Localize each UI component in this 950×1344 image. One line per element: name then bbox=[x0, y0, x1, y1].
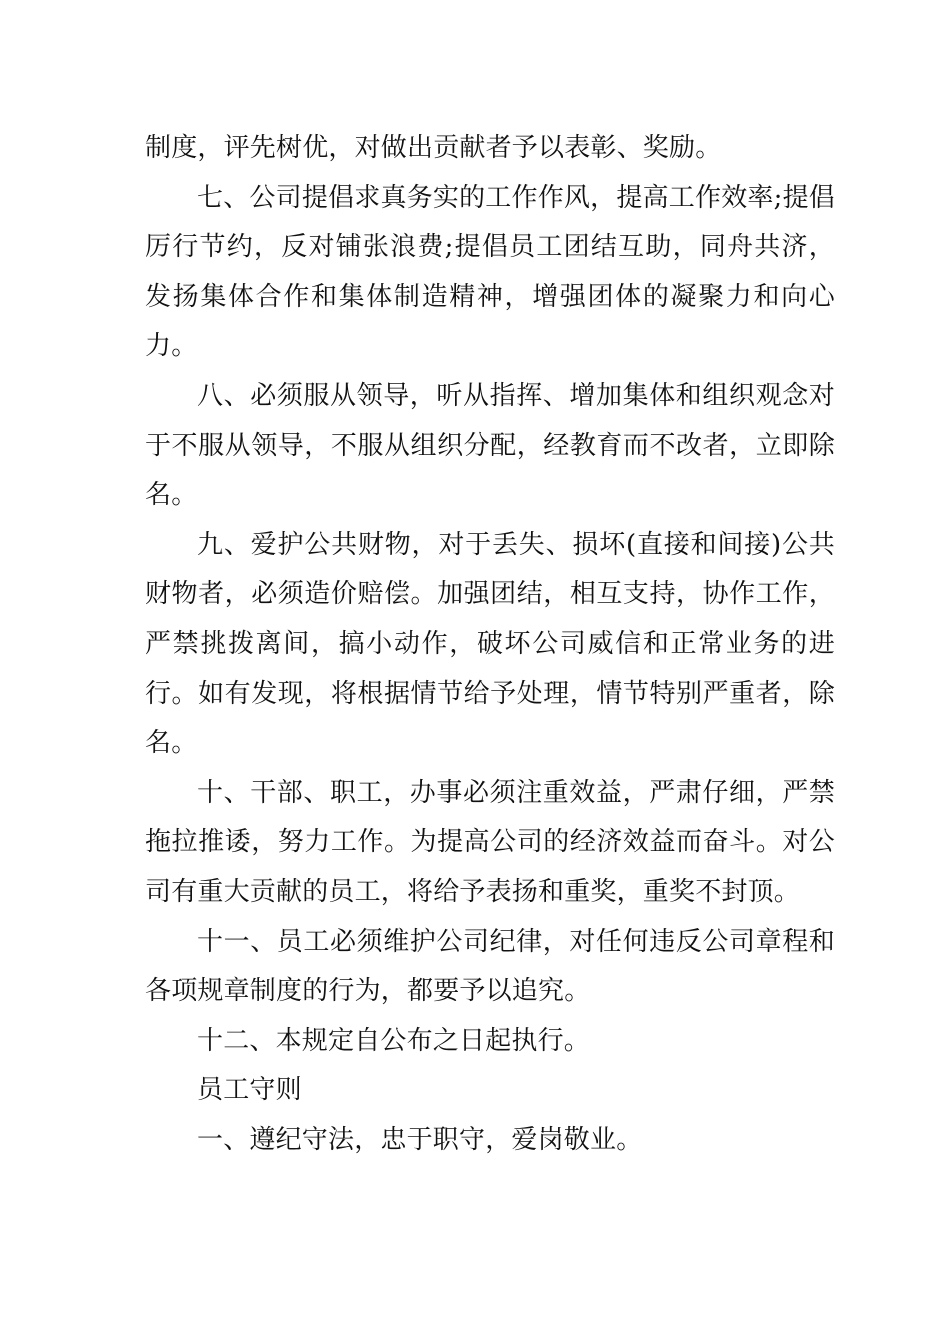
section-heading-employee-code: 员工守则 bbox=[197, 1075, 302, 1106]
paragraph-article-12: 十二、本规定自公布之日起执行。 bbox=[197, 1025, 591, 1056]
paragraph-code-1: 一、遵纪守法，忠于职守，爱岗敬业。 bbox=[197, 1124, 643, 1155]
paragraph-article-8: 八、必须服从领导，听从指挥、增加集体和组织观念对于不服从领导，不服从组织分配，经教育而不改者，立即除名。 bbox=[145, 380, 835, 511]
paragraph-continuation: 制度，评先树优，对做出贡献者予以表彰、奖励。 bbox=[145, 133, 722, 163]
document-body bbox=[145, 124, 835, 1165]
paragraph-article-7: 七、公司提倡求真务实的工作作风，提高工作效率;提倡厉行节约，反对铺张浪费;提倡员工团结互助，同舟共济，发扬集体合作和集体制造精神，增强团体的凝聚力和向心力。 bbox=[145, 182, 835, 362]
paragraph-article-11: 十一、员工必须维护公司纪律，对任何违反公司章程和各项规章制度的行为，都要予以追究。 bbox=[145, 926, 835, 1007]
paragraph-article-9: 九、爱护公共财物，对于丢失、损坏(直接和间接)公共财物者，必须造价赔偿。加强团结，相互支持，协作工作，严禁挑拨离间，搞小动作，破坏公司威信和正常业务的进行。如有发现，将根据情节给予处理，情节特别严重者，除名。 bbox=[145, 529, 835, 759]
paragraph-article-10: 十、干部、职工，办事必须注重效益，严肃仔细，严禁拖拉推诿，努力工作。为提高公司的经济效益而奋斗。对公司有重大贡献的员工，将给予表扬和重奖，重奖不封顶。 bbox=[145, 777, 835, 907]
